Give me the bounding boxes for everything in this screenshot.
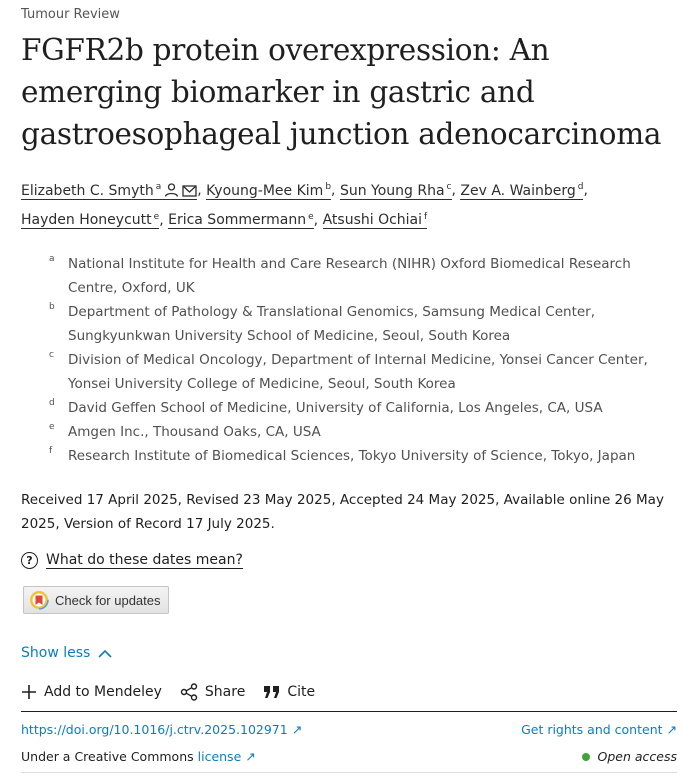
affiliation-list (49, 252, 677, 468)
author-link[interactable]: Kyoung-Mee Kim $^b$ (206, 182, 332, 199)
affiliation: a National Institute for Health and Care Research (NIHR) Oxford Biomedical Research Centre, Oxford, UK (49, 254, 631, 297)
question-icon: ? (21, 552, 38, 569)
open-access-badge: Open access (582, 749, 677, 764)
check-updates-icon (29, 590, 49, 610)
article-type: Tumour Review (21, 7, 120, 22)
license-row (21, 749, 677, 764)
check-updates-label: Check for updates (55, 592, 161, 608)
chevron-up-icon (98, 649, 112, 658)
affiliation: b Department of Pathology & Translational Genomics, Samsung Medical Center, Sungkyunkwan University School of Medicine, Seoul, South Korea (49, 302, 596, 345)
article-dates: Received 17 April 2025, Revised 23 May 2025, Accepted 24 May 2025, Available online 26 May 2025, Version of Record 17 July 2025. (21, 492, 664, 533)
plus-icon (21, 684, 37, 700)
author-link[interactable]: Elizabeth C. Smyth $^a$ (21, 183, 197, 200)
person-icon (164, 181, 179, 205)
show-less-toggle[interactable] (21, 645, 677, 661)
cite-label: Cite (287, 684, 316, 701)
envelope-icon (182, 181, 197, 205)
external-arrow-icon: ↗ (666, 722, 677, 738)
license-text: Under a Creative Commons license ↗ (21, 749, 256, 765)
article-title: FGFR2b protein overexpression: An emerging biomarker in gastric and gastroesophageal junction adenocarcinoma (21, 33, 662, 151)
author-link[interactable]: Sun Young Rha $^c$ (339, 182, 452, 199)
external-arrow-icon: ↗ (245, 749, 256, 765)
doi-link[interactable]: https://doi.org/10.1016/j.ctrv.2025.102971 ↗ (21, 722, 303, 738)
doi-row (21, 722, 677, 737)
quote-icon (263, 685, 280, 699)
mendeley-label: Add to Mendeley (44, 684, 162, 701)
author-link[interactable]: Hayden Honeycutt $^e$ (21, 211, 160, 229)
share-button[interactable] (180, 683, 245, 701)
check-updates-button[interactable] (23, 586, 169, 614)
affiliation: d David Geffen School of Medicine, University of California, Los Angeles, CA, USA (49, 398, 603, 417)
rights-link[interactable]: Get rights and content ↗ (521, 722, 677, 738)
external-arrow-icon: ↗ (291, 722, 303, 738)
author-link[interactable]: Erica Sommermann $^e$ (168, 211, 314, 229)
show-less-label: Show less (21, 645, 91, 662)
article-actions (21, 683, 677, 701)
dates-help-link[interactable]: What do these dates mean? (46, 552, 243, 569)
divider (21, 772, 677, 773)
cite-button[interactable] (263, 684, 315, 700)
share-label: Share (204, 684, 246, 701)
author-link[interactable]: Atsushi Ochiai $^f$ (322, 211, 428, 229)
affiliation: f Research Institute of Biomedical Sciences, Tokyo University of Science, Tokyo, Japan (49, 446, 636, 465)
article-header (21, 0, 677, 773)
dates-help[interactable] (21, 552, 677, 569)
author-link[interactable]: Zev A. Wainberg $^d$ (460, 182, 584, 199)
affiliation: e Amgen Inc., Thousand Oaks, CA, USA (49, 422, 321, 441)
open-access-dot (582, 753, 590, 761)
share-icon (180, 683, 198, 701)
license-link[interactable]: license ↗ (197, 749, 256, 765)
author-list: Elizabeth C. Smyth $^a$ , Kyoung-Mee Kim $^b$, Sun Young Rha $^c$, Zev A. Wainberg $^d$, Hayden Honeycutt $^e$, Erica Sommermann $^e$, Atsushi Ochiai $^f$ (21, 182, 588, 229)
divider (21, 711, 677, 712)
add-to-mendeley-button[interactable] (21, 684, 162, 700)
affiliation: c Division of Medical Oncology, Department of Internal Medicine, Yonsei Cancer Center, Yonsei University College of Medicine, Seoul, South Korea (49, 350, 648, 393)
